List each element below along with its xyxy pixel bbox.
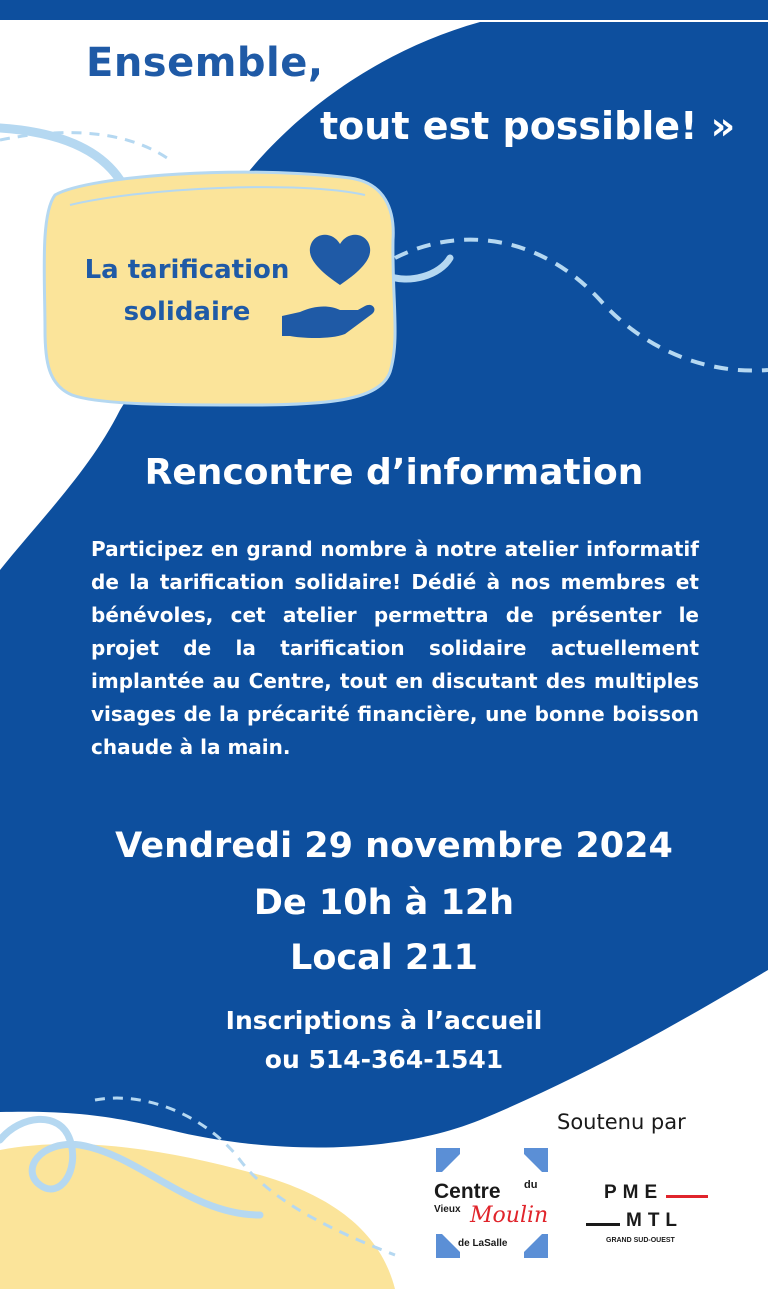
mtl-text: MTL — [626, 1210, 684, 1231]
logo-word-centre: Centre — [434, 1180, 501, 1203]
logo-word-moulin: Moulin — [470, 1203, 549, 1228]
logo-word-du: du — [524, 1179, 538, 1191]
pme-subtitle: GRAND SUD-OUEST — [606, 1237, 675, 1244]
registration-line-1: Inscriptions à l’accueil — [225, 1006, 543, 1035]
top-strip — [0, 0, 768, 20]
supported-by-label: Soutenu par — [557, 1110, 686, 1134]
card-title-line-1: La tarification — [84, 255, 290, 285]
event-room: Local 211 — [290, 938, 478, 978]
pme-mtl-logo — [584, 1178, 714, 1248]
card-title — [62, 250, 312, 333]
yellow-blob — [0, 1144, 395, 1289]
headline-line-1: Ensemble, — [86, 40, 324, 86]
card-title-line-2: solidaire — [123, 296, 251, 327]
description-paragraph: Participez en grand nombre à notre atelier informatif de la tarification solidaire! Dédié à nos membres et bénévoles, cet atelier permettra de présenter le projet de la tarification solidaire actuellement implantée au Centre, tout en discutant des multiples visages de la précarité financière, une bonne boisson chaude à la main. — [91, 537, 699, 759]
registration-info — [0, 1002, 768, 1080]
centre-vieux-moulin-logo — [432, 1148, 552, 1258]
registration-phone: ou 514-364-1541 — [264, 1044, 504, 1074]
logo-word-vieux: Vieux — [434, 1204, 461, 1215]
section-title: Rencontre d’information — [144, 452, 644, 493]
headline-line-2: tout est possible! » — [320, 104, 736, 148]
pme-text: PME — [604, 1182, 664, 1203]
logo-word-lasalle: de LaSalle — [458, 1238, 508, 1249]
event-time: De 10h à 12h — [253, 883, 515, 923]
event-date: Vendredi 29 novembre 2024 — [115, 826, 673, 866]
pme-red-bar — [666, 1195, 708, 1198]
mtl-black-bar — [586, 1223, 620, 1226]
